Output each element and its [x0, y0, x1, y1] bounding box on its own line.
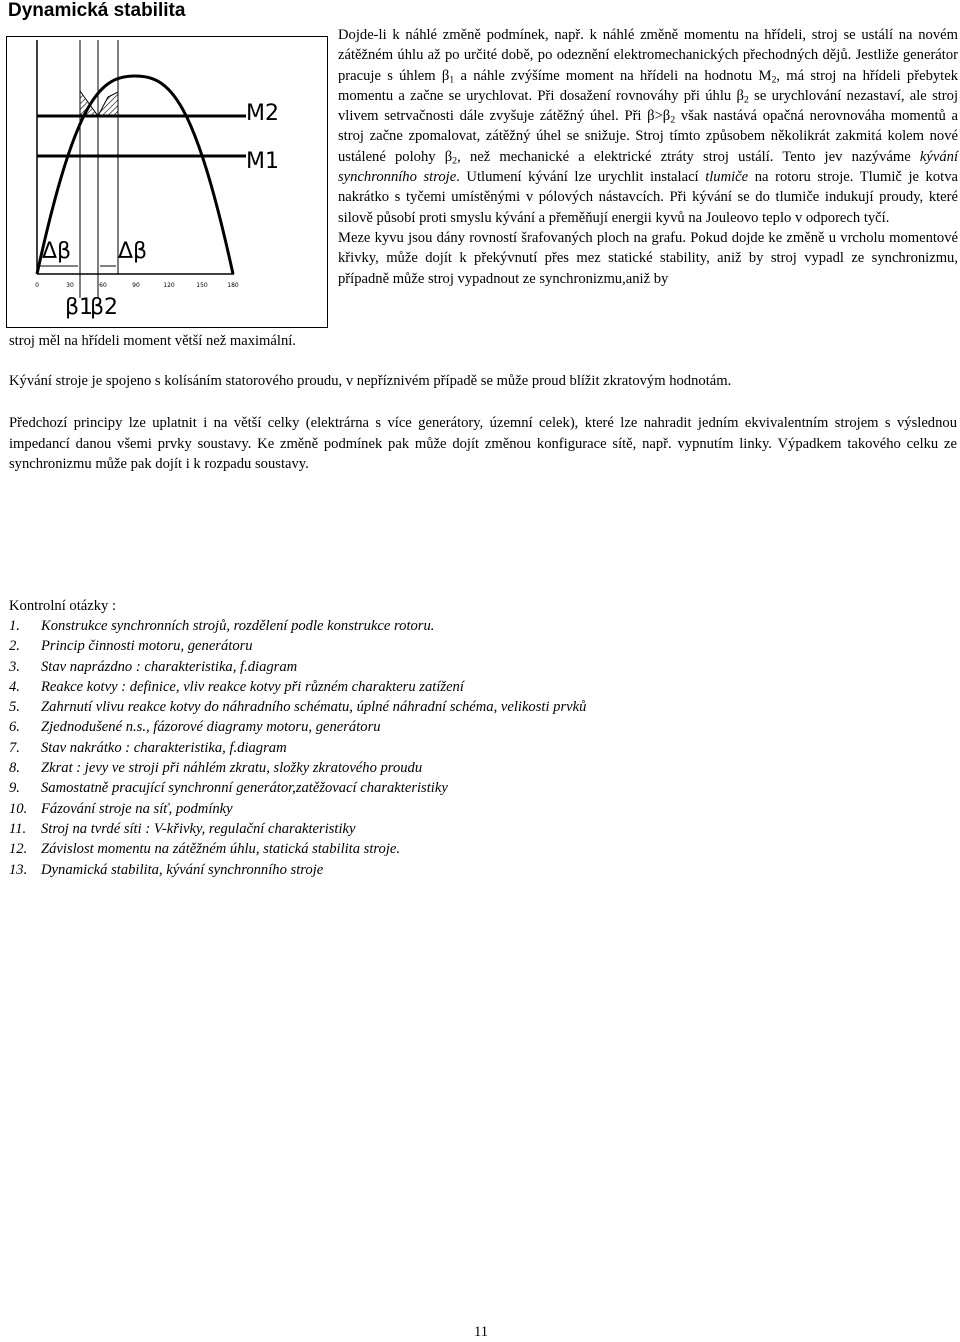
list-item	[9, 636, 586, 656]
list-item	[9, 799, 586, 819]
m1-label: M1	[246, 149, 279, 174]
item-number: 1.	[9, 618, 20, 634]
torque-angle-figure	[6, 36, 328, 328]
text-run: , má stroj na hřídeli přebytek momentu a začne se urychlovat. Při dosažení rovnováhy při úhlu β	[338, 67, 958, 104]
item-number: 5.	[9, 699, 20, 716]
item-number: 3.	[9, 658, 20, 675]
text-run: se urychlování nezastaví, ale stroj vlivem setrvačnosti dále zvyšuje zátěžný úhel. Při β>β	[338, 87, 959, 125]
list-item	[9, 657, 586, 677]
item-number: 4.	[9, 678, 20, 695]
tick-label: 150	[196, 282, 208, 289]
beta1-label: β1	[65, 295, 94, 320]
item-number: 8.	[9, 760, 20, 777]
item-number: 10.	[9, 800, 28, 817]
item-text: Stav nakrátko : charakteristika, f.diagram	[41, 739, 287, 756]
tick-label: 120	[163, 282, 175, 289]
list-item	[9, 819, 586, 839]
tick-label: 60	[99, 282, 107, 289]
item-text: Reakce kotvy : definice, vliv reakce kotvy při různém charakteru zatížení	[41, 678, 464, 695]
delta-beta-left-label: Δβ	[42, 239, 72, 264]
term-kyvani: kývání synchronního stroje	[338, 148, 959, 186]
m2-label: M2	[246, 101, 279, 126]
subscript: 2	[743, 94, 749, 106]
paragraph-larger-units: Předchozí principy lze uplatnit i na větší celky (elektrárna s více generátory, územní celek), které lze nahradit jedním ekvivalentním strojem s výslednou impedancí danou všemi prvky soustavy. Ke změně podmínek pak může dojít změnou konfigurace sítě, např. vypnutím linky. Výpadkem takového celku ze synchronizmu může pak dojít i k rozpadu soustavy.	[9, 415, 957, 473]
item-number: 7.	[9, 739, 20, 756]
item-text: Zkrat : jevy ve stroji při náhlém zkratu, složky zkratového proudu	[41, 760, 423, 777]
item-text: Stroj na tvrdé síti : V-křivky, regulační charakteristiky	[41, 820, 356, 837]
list-item	[9, 860, 586, 880]
paragraph-stator-current: Kývání stroje je spojeno s kolísáním statorového proudu, v nepříznivém případě se může proud blížit zkratovým hodnotám.	[9, 373, 732, 389]
term-tlumic: tlumiče	[705, 169, 749, 186]
text-run: a náhle zvýšíme moment na hřídeli na hodnotu M	[454, 67, 772, 84]
list-item	[9, 839, 586, 859]
page-number: 11	[474, 1324, 489, 1340]
tick-label: 90	[132, 282, 140, 289]
item-number: 13.	[9, 861, 28, 878]
item-text: Zjednodušené n.s., fázorové diagramy motoru, generátoru	[41, 719, 381, 736]
item-number: 6.	[9, 719, 20, 736]
intro-paragraph-2: Meze kyvu jsou dány rovností šrafovaných ploch na grafu. Pokud dojde ke změně u vrcholu momentové křivky, může dojít k překývnutí přes mez statické stability, aniž by stroj vypadl ze synchronizmu, případně může stroj vypadnout ze synchronizmu,aniž by	[338, 229, 958, 287]
intro-text	[338, 25, 958, 289]
item-text: Konstrukce synchronních strojů, rozdělení podle konstrukce rotoru.	[41, 618, 435, 634]
text-run: . Utlumení kývání lze urychlit instalací	[456, 169, 706, 186]
text-run: Dojde-li k náhlé změně podmínek, např. k náhlé změně momentu na hřídeli, stroj se ustálí na novém zátěžném úhlu až po určité době, po odeznění elektromechanických přechodných dějů. Jestliže generátor pracuje s úhlem β	[338, 27, 958, 84]
subscript: 2	[670, 114, 676, 126]
torque-angle-diagram	[6, 36, 328, 328]
delta-beta-right-label: Δβ	[118, 239, 148, 264]
subscript: 1	[449, 74, 455, 86]
item-number: 2.	[9, 638, 20, 655]
list-item	[9, 758, 586, 778]
page-title: Dynamická stabilita	[8, 0, 186, 21]
subscript: 2	[771, 74, 777, 86]
list-item	[9, 717, 586, 737]
item-text: Princip činnosti motoru, generátoru	[41, 638, 253, 655]
tick-label: 0	[35, 282, 39, 289]
text-run: na rotoru stroje. Tlumič je kotva nakrátko s tyčemi umístěnými v pólových nástavcích. Při kývání se do tlumiče indukují proudy, které silově působí proti smyslu kývání a přeměňují energii kyvů na Jouleovo teplo v odporech tyčí.	[338, 169, 958, 226]
tick-label: 30	[66, 282, 74, 289]
item-number: 12.	[9, 841, 28, 858]
item-text: Samostatně pracující synchronní generátor,zatěžovací charakteristiky	[41, 780, 448, 797]
list-item	[9, 616, 586, 636]
intro-paragraph-1	[338, 25, 958, 228]
item-number: 9.	[9, 780, 20, 797]
subscript: 2	[452, 155, 458, 167]
item-text: Fázování stroje na síť, podmínky	[41, 800, 233, 817]
questions-list	[9, 616, 586, 880]
item-text: Stav naprázdno : charakteristika, f.diagram	[41, 658, 298, 675]
intro-tail-line: stroj měl na hřídeli moment větší než maximální.	[9, 333, 296, 349]
item-number: 11.	[9, 820, 27, 837]
list-item	[9, 778, 586, 798]
item-text: Dynamická stabilita, kývání synchronního stroje	[41, 861, 324, 878]
questions-heading: Kontrolní otázky :	[9, 598, 117, 614]
list-item	[9, 677, 586, 697]
text-run: , než mechanické a elektrické ztráty stroj ustálí. Tento jev nazýváme	[457, 148, 920, 165]
beta2-label: β2	[90, 295, 119, 320]
list-item	[9, 738, 586, 758]
item-text: Zahrnutí vlivu reakce kotvy do náhradního schématu, úplné náhradní schéma, velikosti prvků	[41, 699, 587, 716]
text-run: však nastává opačná nerovnováha momentů a stroj začne zpomalovat, zátěžný úhel se snižuje. Stroj tímto způsobem několikrát zakmitá kolem nové ustálené polohy β	[338, 108, 958, 165]
tick-label: 180	[227, 282, 239, 289]
item-text: Závislost momentu na zátěžném úhlu, statická stabilita stroje.	[41, 841, 401, 858]
list-item	[9, 697, 586, 717]
